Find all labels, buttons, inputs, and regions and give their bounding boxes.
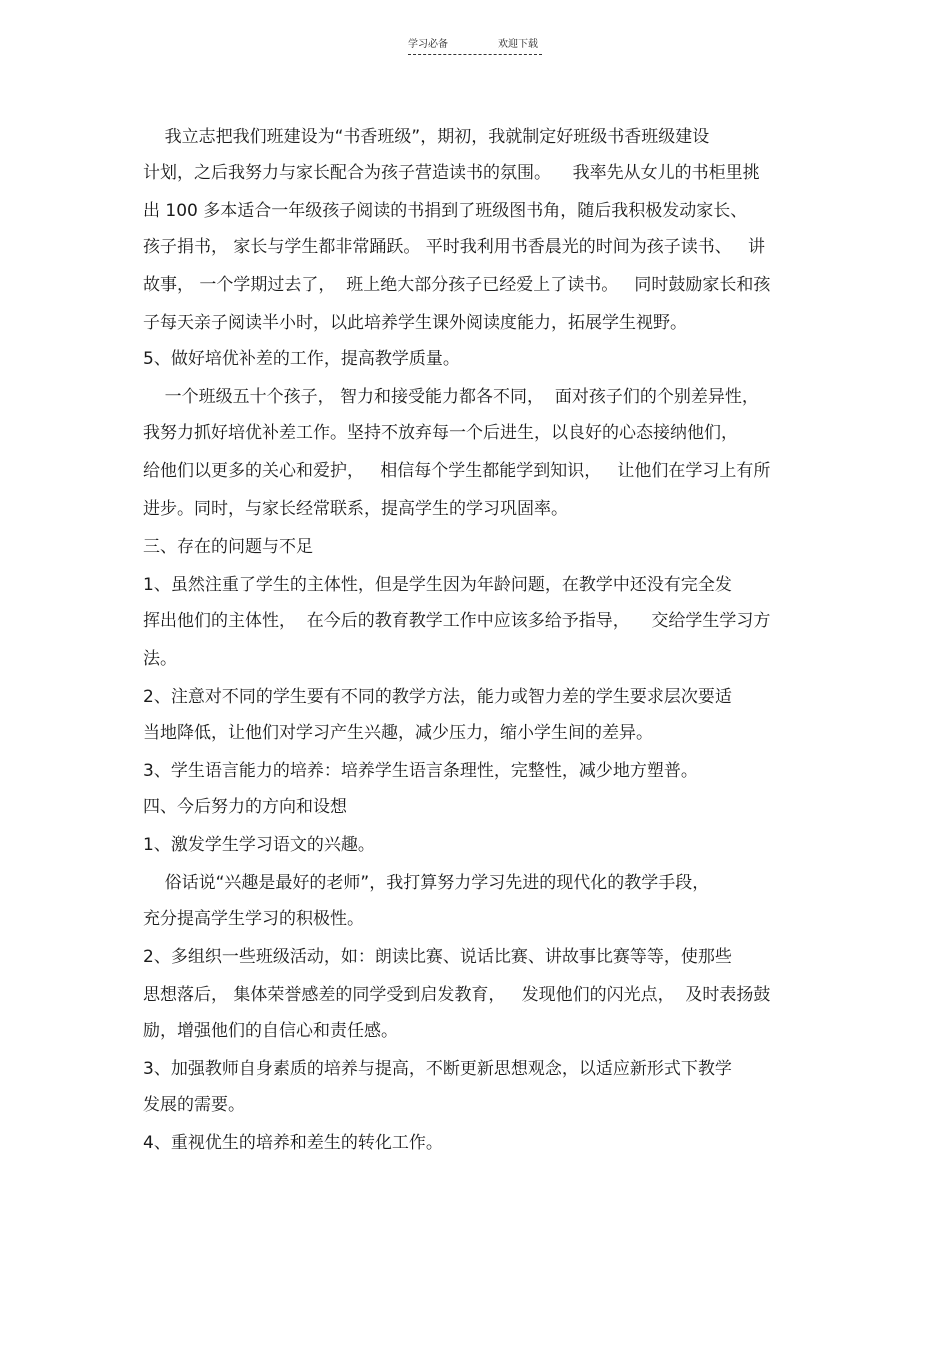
text-line: 3、加强教师自身素质的培养与提高，不断更新思想观念，以适应新形式下教学 (143, 1059, 732, 1079)
text-line: 给他们以更多的关心和爱护， 相信每个学生都能学到知识， 让他们在学习上有所 (143, 461, 771, 481)
text-line: 俗话说“兴趣是最好的老师”，我打算努力学习先进的现代化的教学手段， (143, 873, 710, 893)
text-line: 进步。同时，与家长经常联系，提高学生的学习巩固率。 (143, 499, 568, 519)
text-line: 3、学生语言能力的培养：培养学生语言条理性，完整性，减少地方塑普。 (143, 761, 698, 781)
text-line: 我努力抓好培优补差工作。坚持不放弃每一个后进生，以良好的心态接纳他们， (143, 423, 738, 443)
text-line: 法。 (143, 649, 177, 669)
section-heading: 5、做好培优补差的工作，提高教学质量。 (143, 349, 460, 369)
text-line: 1、激发学生学习语文的兴趣。 (143, 835, 375, 855)
text-line: 我立志把我们班建设为“书香班级”，期初，我就制定好班级书香班级建设 (143, 127, 710, 147)
text-line: 计划，之后我努力与家长配合为孩子营造读书的氛围。 我率先从女儿的书柜里挑 (143, 163, 760, 183)
text-line: 2、注意对不同的学生要有不同的教学方法，能力或智力差的学生要求层次要适 (143, 687, 732, 707)
text-line: 子每天亲子阅读半小时，以此培养学生课外阅读度能力，拓展学生视野。 (143, 313, 687, 333)
text-line: 励，增强他们的自信心和责任感。 (143, 1021, 398, 1041)
text-line: 发展的需要。 (143, 1095, 245, 1115)
text-line: 充分提高学生学习的积极性。 (143, 909, 364, 929)
text-line: 4、重视优生的培养和差生的转化工作。 (143, 1133, 443, 1153)
text-line: 故事， 一个学期过去了， 班上绝大部分孩子已经爱上了读书。 同时鼓励家长和孩 (143, 275, 771, 295)
page-header (408, 39, 542, 57)
text-line: 挥出他们的主体性， 在今后的教育教学工作中应该多给予指导， 交给学生学习方 (143, 611, 771, 631)
header-left-text: 学习必备 (408, 39, 448, 50)
text-line: 出 100 多本适合一年级孩子阅读的书捐到了班级图书角，随后我积极发动家长、 (143, 201, 748, 221)
section-heading: 三、存在的问题与不足 (143, 537, 313, 557)
text-line: 一个班级五十个孩子， 智力和接受能力都各不同， 面对孩子们的个别差异性， (143, 387, 759, 407)
section-heading: 四、今后努力的方向和设想 (143, 797, 347, 817)
text-line: 孩子捐书， 家长与学生都非常踊跃。 平时我利用书香晨光的时间为孩子读书、 讲 (143, 237, 766, 257)
header-right-text: 欢迎下载 (498, 39, 538, 50)
header-divider (408, 54, 542, 55)
text-line: 2、多组织一些班级活动，如：朗读比赛、说话比赛、讲故事比赛等等，使那些 (143, 947, 732, 967)
text-line: 1、虽然注重了学生的主体性，但是学生因为年龄问题，在教学中还没有完全发 (143, 575, 732, 595)
text-line: 思想落后， 集体荣誉感差的同学受到启发教育， 发现他们的闪光点， 及时表扬鼓 (143, 985, 771, 1005)
text-line: 当地降低，让他们对学习产生兴趣，减少压力，缩小学生间的差异。 (143, 723, 653, 743)
